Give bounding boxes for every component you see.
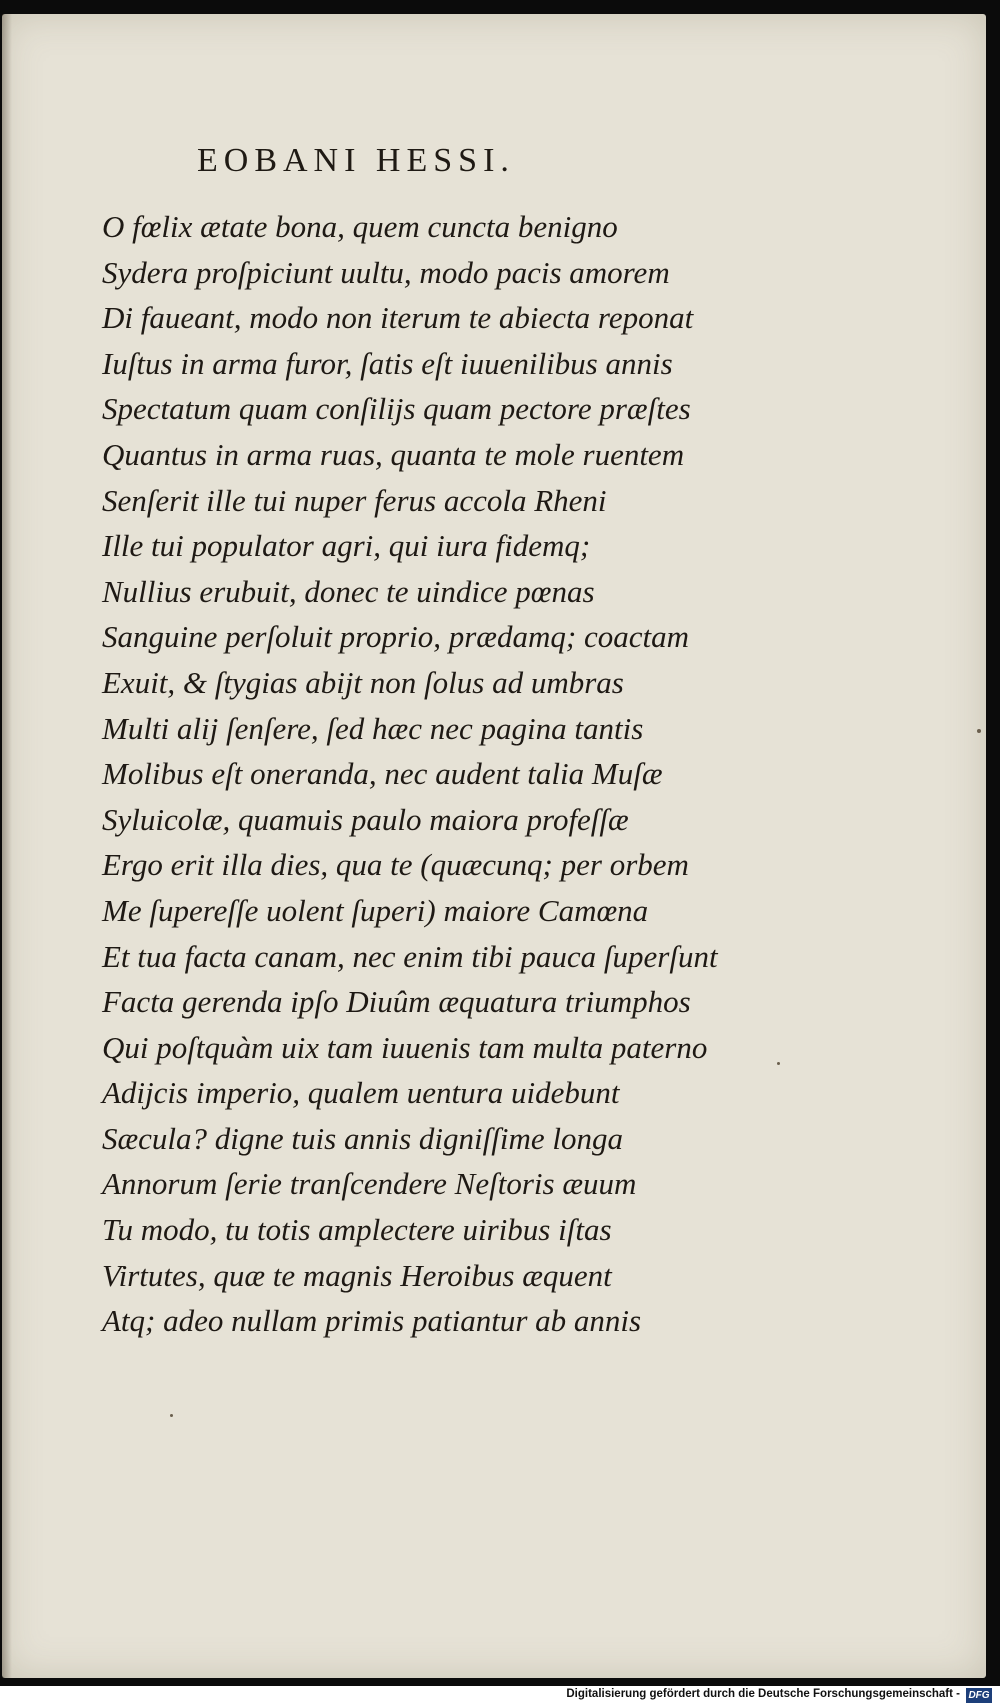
verse-line: Annorum ſerie tranſcendere Neſtoris æuum (102, 1166, 637, 1202)
verse-line: Tu modo, tu totis amplectere uiribus iſtas (102, 1212, 612, 1248)
verse-line: Iuſtus in arma furor, ſatis eſt iuuenilibus annis (102, 345, 673, 381)
verse-line: Atq; adeo nullam primis patiantur ab annis (102, 1303, 642, 1339)
verse-line: Sydera proſpiciunt uultu, modo pacis amorem (102, 254, 670, 290)
verse-line: Quantus in arma ruas, quanta te mole ruentem (102, 436, 685, 472)
page-speck (777, 1062, 780, 1065)
verse-text (102, 204, 802, 1344)
verse-line: Di faueant, modo non iterum te abiecta reponat (102, 300, 694, 336)
verse-line: Multi alij ſenſere, ſed hæc nec pagina tantis (102, 710, 644, 746)
page-speck (977, 729, 981, 733)
verse-line: Nullius erubuit, donec te uindice pœnas (102, 573, 595, 609)
page-speck (170, 1414, 173, 1417)
verse-line: O fœlix ætate bona, quem cuncta benigno (102, 209, 618, 244)
funding-credit: Digitalisierung gefördert durch die Deutsche Forschungsgemeinschaft - (566, 1688, 960, 1700)
verse-line: Syluicolæ, quamuis paulo maiora profeſſæ (102, 801, 629, 837)
verse-line: Sanguine perſoluit proprio, prædamq; coactam (102, 619, 689, 655)
verse-line: Ille tui populator agri, qui iura fidemq; (102, 528, 591, 564)
verse-line: Qui poſtquàm uix tam iuuenis tam multa paterno (102, 1029, 708, 1065)
verse-line: Sæcula? digne tuis annis digniſſime longa (102, 1120, 623, 1156)
verse-line: Et tua facta canam, nec enim tibi pauca ſuperſunt (102, 938, 718, 974)
verse-line: Spectatum quam conſilijs quam pectore præſtes (102, 391, 691, 427)
verse-line: Adijcis imperio, qualem uentura uidebunt (102, 1075, 620, 1111)
verse-line: Molibus eſt oneranda, nec audent talia Muſæ (102, 756, 663, 792)
verse-line: Facta gerenda ipſo Diuûm æquatura triumphos (102, 984, 691, 1020)
running-head: EOBANI HESSI. (197, 142, 515, 179)
book-page (2, 14, 986, 1678)
verse-line: Me ſupereſſe uolent ſuperi) maiore Camœna (102, 892, 649, 928)
dfg-logo: DFG (966, 1688, 992, 1703)
verse-line: Ergo erit illa dies, qua te (quæcunq; per orbem (102, 847, 689, 883)
verse-line: Exuit, & ſtygias abijt non ſolus ad umbras (102, 664, 624, 700)
verse-line: Senſerit ille tui nuper ferus accola Rheni (102, 482, 607, 518)
digitization-footer (0, 1686, 1000, 1706)
verse-line: Virtutes, quæ te magnis Heroibus æquent (102, 1257, 612, 1293)
